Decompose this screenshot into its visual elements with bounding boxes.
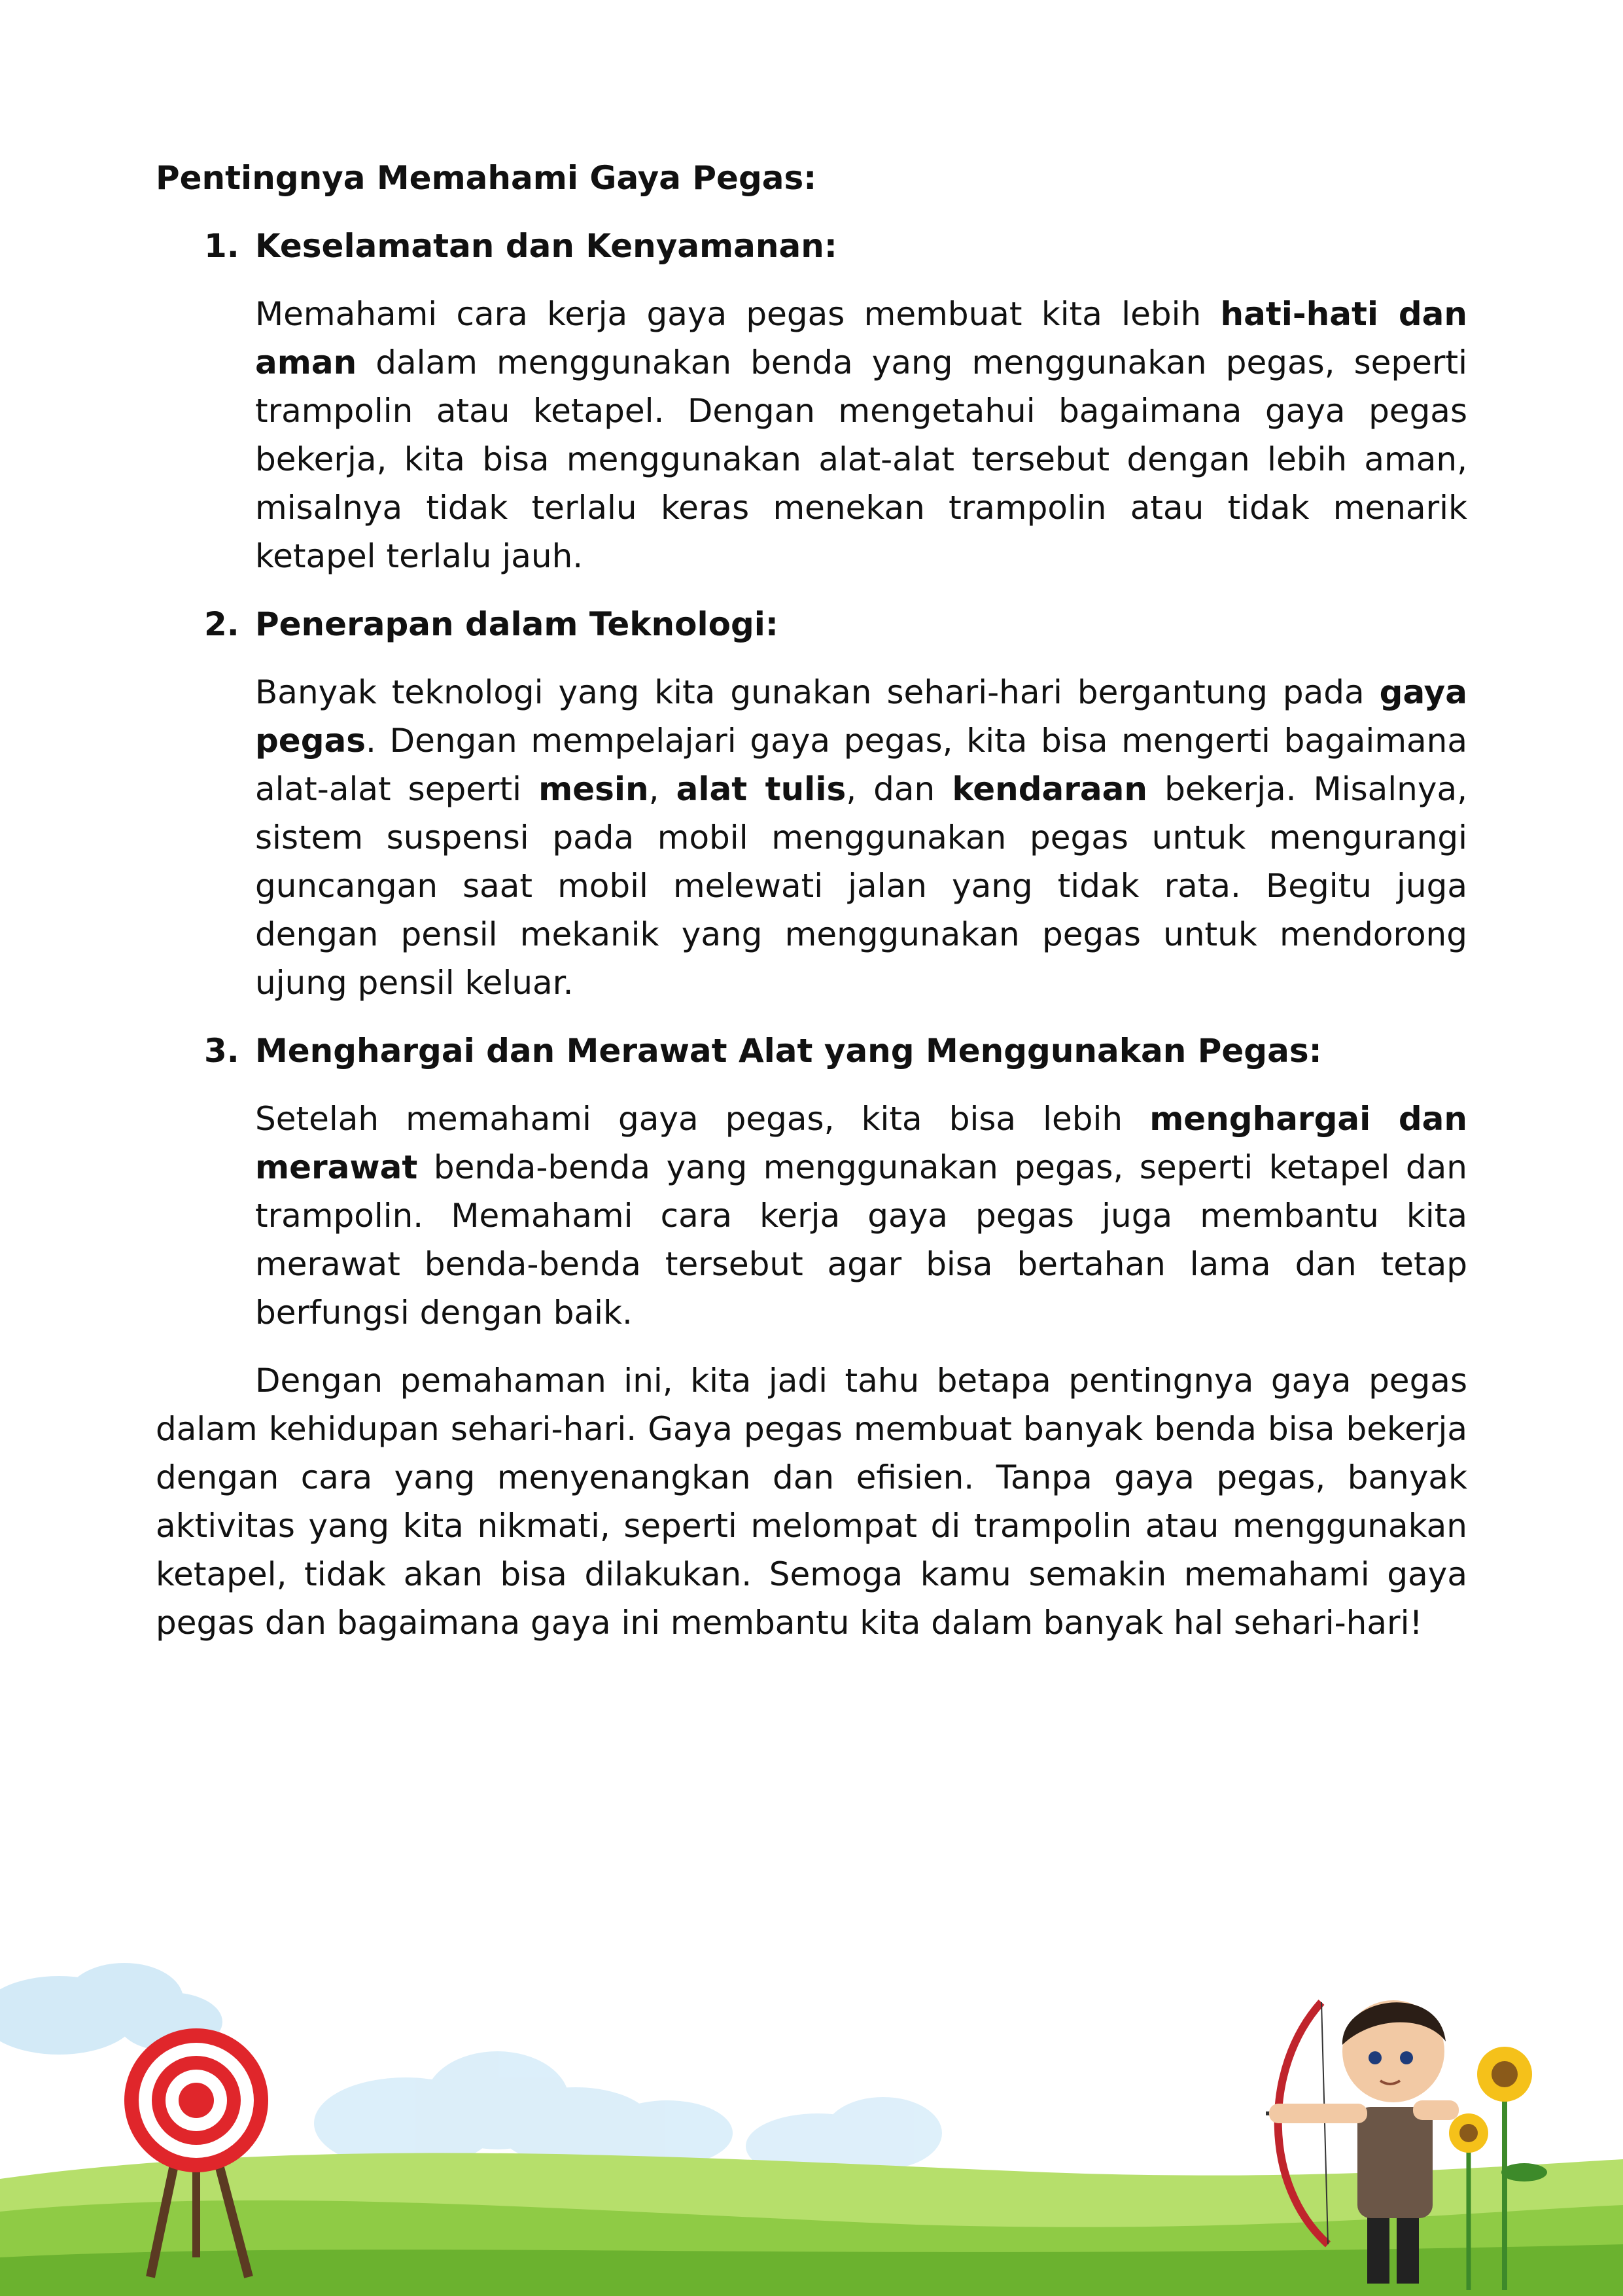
- bold-text: alat tulis: [676, 770, 846, 808]
- list-item-number: 3.: [204, 1032, 239, 1070]
- list-item-title: Menghargai dan Merawat Alat yang Menggunakan Pegas:: [255, 1032, 1322, 1070]
- text-run: ,: [648, 770, 676, 808]
- list-item-body-1: [255, 290, 1467, 580]
- list-item-body-3: [255, 1095, 1467, 1337]
- list-item-number: 1.: [204, 227, 239, 265]
- section-title: Pentingnya Memahami Gaya Pegas:: [156, 159, 817, 197]
- text-run: . Dengan mempelajari gaya pegas, kita bisa mengerti bagaimana alat-alat seperti: [255, 722, 1467, 808]
- text-run: dalam menggunakan benda yang menggunakan pegas, seperti trampolin atau ketapel. Dengan mengetahui bagaimana gaya pegas bekerja, kita bisa menggunakan alat-alat tersebut dengan lebih aman, misalnya tidak terlalu keras menekan trampolin atau tidak menarik ketapel terlalu jauh.: [255, 344, 1467, 575]
- text-run: Banyak teknologi yang kita gunakan sehari-hari bergantung pada: [255, 673, 1380, 711]
- closing-paragraph: Dengan pemahaman ini, kita jadi tahu betapa pentingnya gaya pegas dalam kehidupan sehari-hari. Gaya pegas membuat banyak benda bisa bekerja dengan cara yang menyenangkan dan efisien. Tanpa gaya pegas, banyak aktivitas yang kita nikmati, seperti melompat di trampolin atau menggunakan ketapel, tidak akan bisa dilakukan. Semoga kamu semakin memahami gaya pegas dan bagaimana gaya ini membantu kita dalam banyak hal sehari-hari!: [156, 1362, 1467, 1642]
- list-item-title: Penerapan dalam Teknologi:: [255, 605, 778, 643]
- cloud-icon: [314, 2051, 733, 2169]
- text-run: , dan: [846, 770, 952, 808]
- bold-text: menghargai dan merawat: [255, 1100, 1467, 1186]
- list-item-number: 2.: [204, 605, 239, 643]
- text-run: Setelah memahami gaya pegas, kita bisa lebih: [255, 1100, 1150, 1138]
- text-run: Memahami cara kerja gaya pegas membuat kita lebih: [255, 295, 1221, 333]
- bold-text: mesin: [538, 770, 649, 808]
- text-run: benda-benda yang menggunakan pegas, seperti ketapel dan trampolin. Memahami cara kerja gaya pegas juga membantu kita merawat benda-benda tersebut agar bisa bertahan lama dan tetap berfungsi dengan baik.: [255, 1148, 1467, 1332]
- archery-scene-illustration: [0, 1937, 1623, 2296]
- text-run: bekerja. Misalnya, sistem suspensi pada mobil menggunakan pegas untuk mengurangi guncangan saat mobil melewati jalan yang tidak rata. Begitu juga dengan pensil mekanik yang menggunakan pegas untuk mendorong ujung pensil keluar.: [255, 770, 1467, 1002]
- list-item-body-2: [255, 668, 1467, 1007]
- bold-text: kendaraan: [952, 770, 1148, 808]
- bold-text: gaya pegas: [255, 673, 1467, 760]
- list-item-heading-3: [204, 1027, 1467, 1075]
- list-item-heading-2: [204, 600, 1467, 648]
- bold-text: hati-hati dan aman: [255, 295, 1467, 381]
- list-item-heading-1: [204, 222, 1467, 270]
- page-content: [156, 154, 1467, 1680]
- list-item-title: Keselamatan dan Kenyamanan:: [255, 227, 837, 265]
